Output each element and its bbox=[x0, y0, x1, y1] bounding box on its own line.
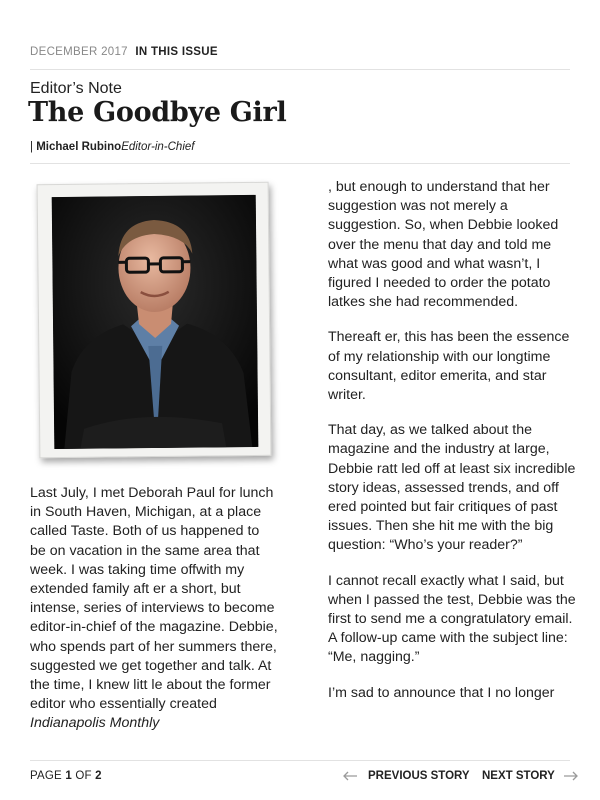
next-story-label: NEXT STORY bbox=[482, 770, 555, 782]
arrow-left-icon bbox=[342, 771, 358, 781]
article-paragraph bbox=[30, 484, 278, 734]
issue-bar bbox=[30, 46, 218, 58]
portrait-illustration bbox=[52, 195, 259, 449]
author-photo bbox=[52, 195, 259, 449]
page-current: 1 bbox=[65, 770, 72, 782]
divider-header bbox=[30, 163, 570, 164]
page-indicator bbox=[30, 770, 102, 782]
page-label: PAGE bbox=[30, 770, 62, 782]
article-paragraph: I’m sad to announce that I no longer bbox=[328, 684, 555, 701]
article-paragraph: I cannot recall exactly what I said, but when I passed the test, Debbie was the first to send me a congratulatory email. A follow-up came with the subject line: “Me, nagging.” bbox=[328, 572, 576, 666]
author-photo-frame bbox=[37, 182, 272, 458]
in-this-issue-link[interactable]: IN THIS ISSUE bbox=[135, 46, 218, 58]
publication-name: Indianapolis Monthly bbox=[30, 715, 160, 732]
article-column-left bbox=[30, 484, 278, 750]
article-kicker: Editor’s Note bbox=[30, 80, 122, 97]
page-of: OF bbox=[75, 770, 92, 782]
article-title: The Goodbye Girl bbox=[28, 97, 287, 128]
byline bbox=[30, 141, 194, 153]
previous-story-label: PREVIOUS STORY bbox=[368, 770, 470, 782]
page-total: 2 bbox=[95, 770, 102, 782]
paragraph-text: Last July, I met Deborah Paul for lunch in South Haven, Michigan, at a place called Taste. Both of us happened to be on vacation in the same area that week. I was taking time offwith my extended family aft er a short, but intense, series of interviews to become editor-in-chief of the magazine. Debbie, who spends part of her summers there, suggested we get together and talk. At the time, I knew litt le about the former editor who essentially created bbox=[30, 485, 278, 713]
article-paragraph: That day, as we talked about the magazine and the industry at large, Debbie ratt led off at least six incredible story ideas, assessed trends, and off ered pointed but fair critiques of past issues. Then she hit me with the big question: “Who’s your reader?” bbox=[328, 422, 576, 554]
byline-author: Michael Rubino bbox=[36, 141, 122, 153]
divider-footer bbox=[30, 760, 570, 761]
next-story-button[interactable] bbox=[482, 770, 579, 782]
article-column-right bbox=[328, 178, 576, 738]
article-paragraph: , but enough to understand that her suggestion was not merely a suggestion. So, when Debbie looked over the menu that day and told me what was good and what wasn’t, I figured I needed to order the potato latkes she had recommended. bbox=[328, 179, 559, 311]
previous-story-button[interactable] bbox=[342, 770, 470, 782]
article-paragraph: Thereaft er, this has been the essence of my relationship with our longtime consultant, editor emerita, and star writer. bbox=[328, 329, 570, 404]
byline-role: Editor-in-Chief bbox=[121, 141, 195, 153]
divider-top bbox=[30, 69, 570, 70]
arrow-right-icon bbox=[563, 771, 579, 781]
byline-separator: | bbox=[30, 141, 33, 153]
issue-date: DECEMBER 2017 bbox=[30, 46, 128, 58]
